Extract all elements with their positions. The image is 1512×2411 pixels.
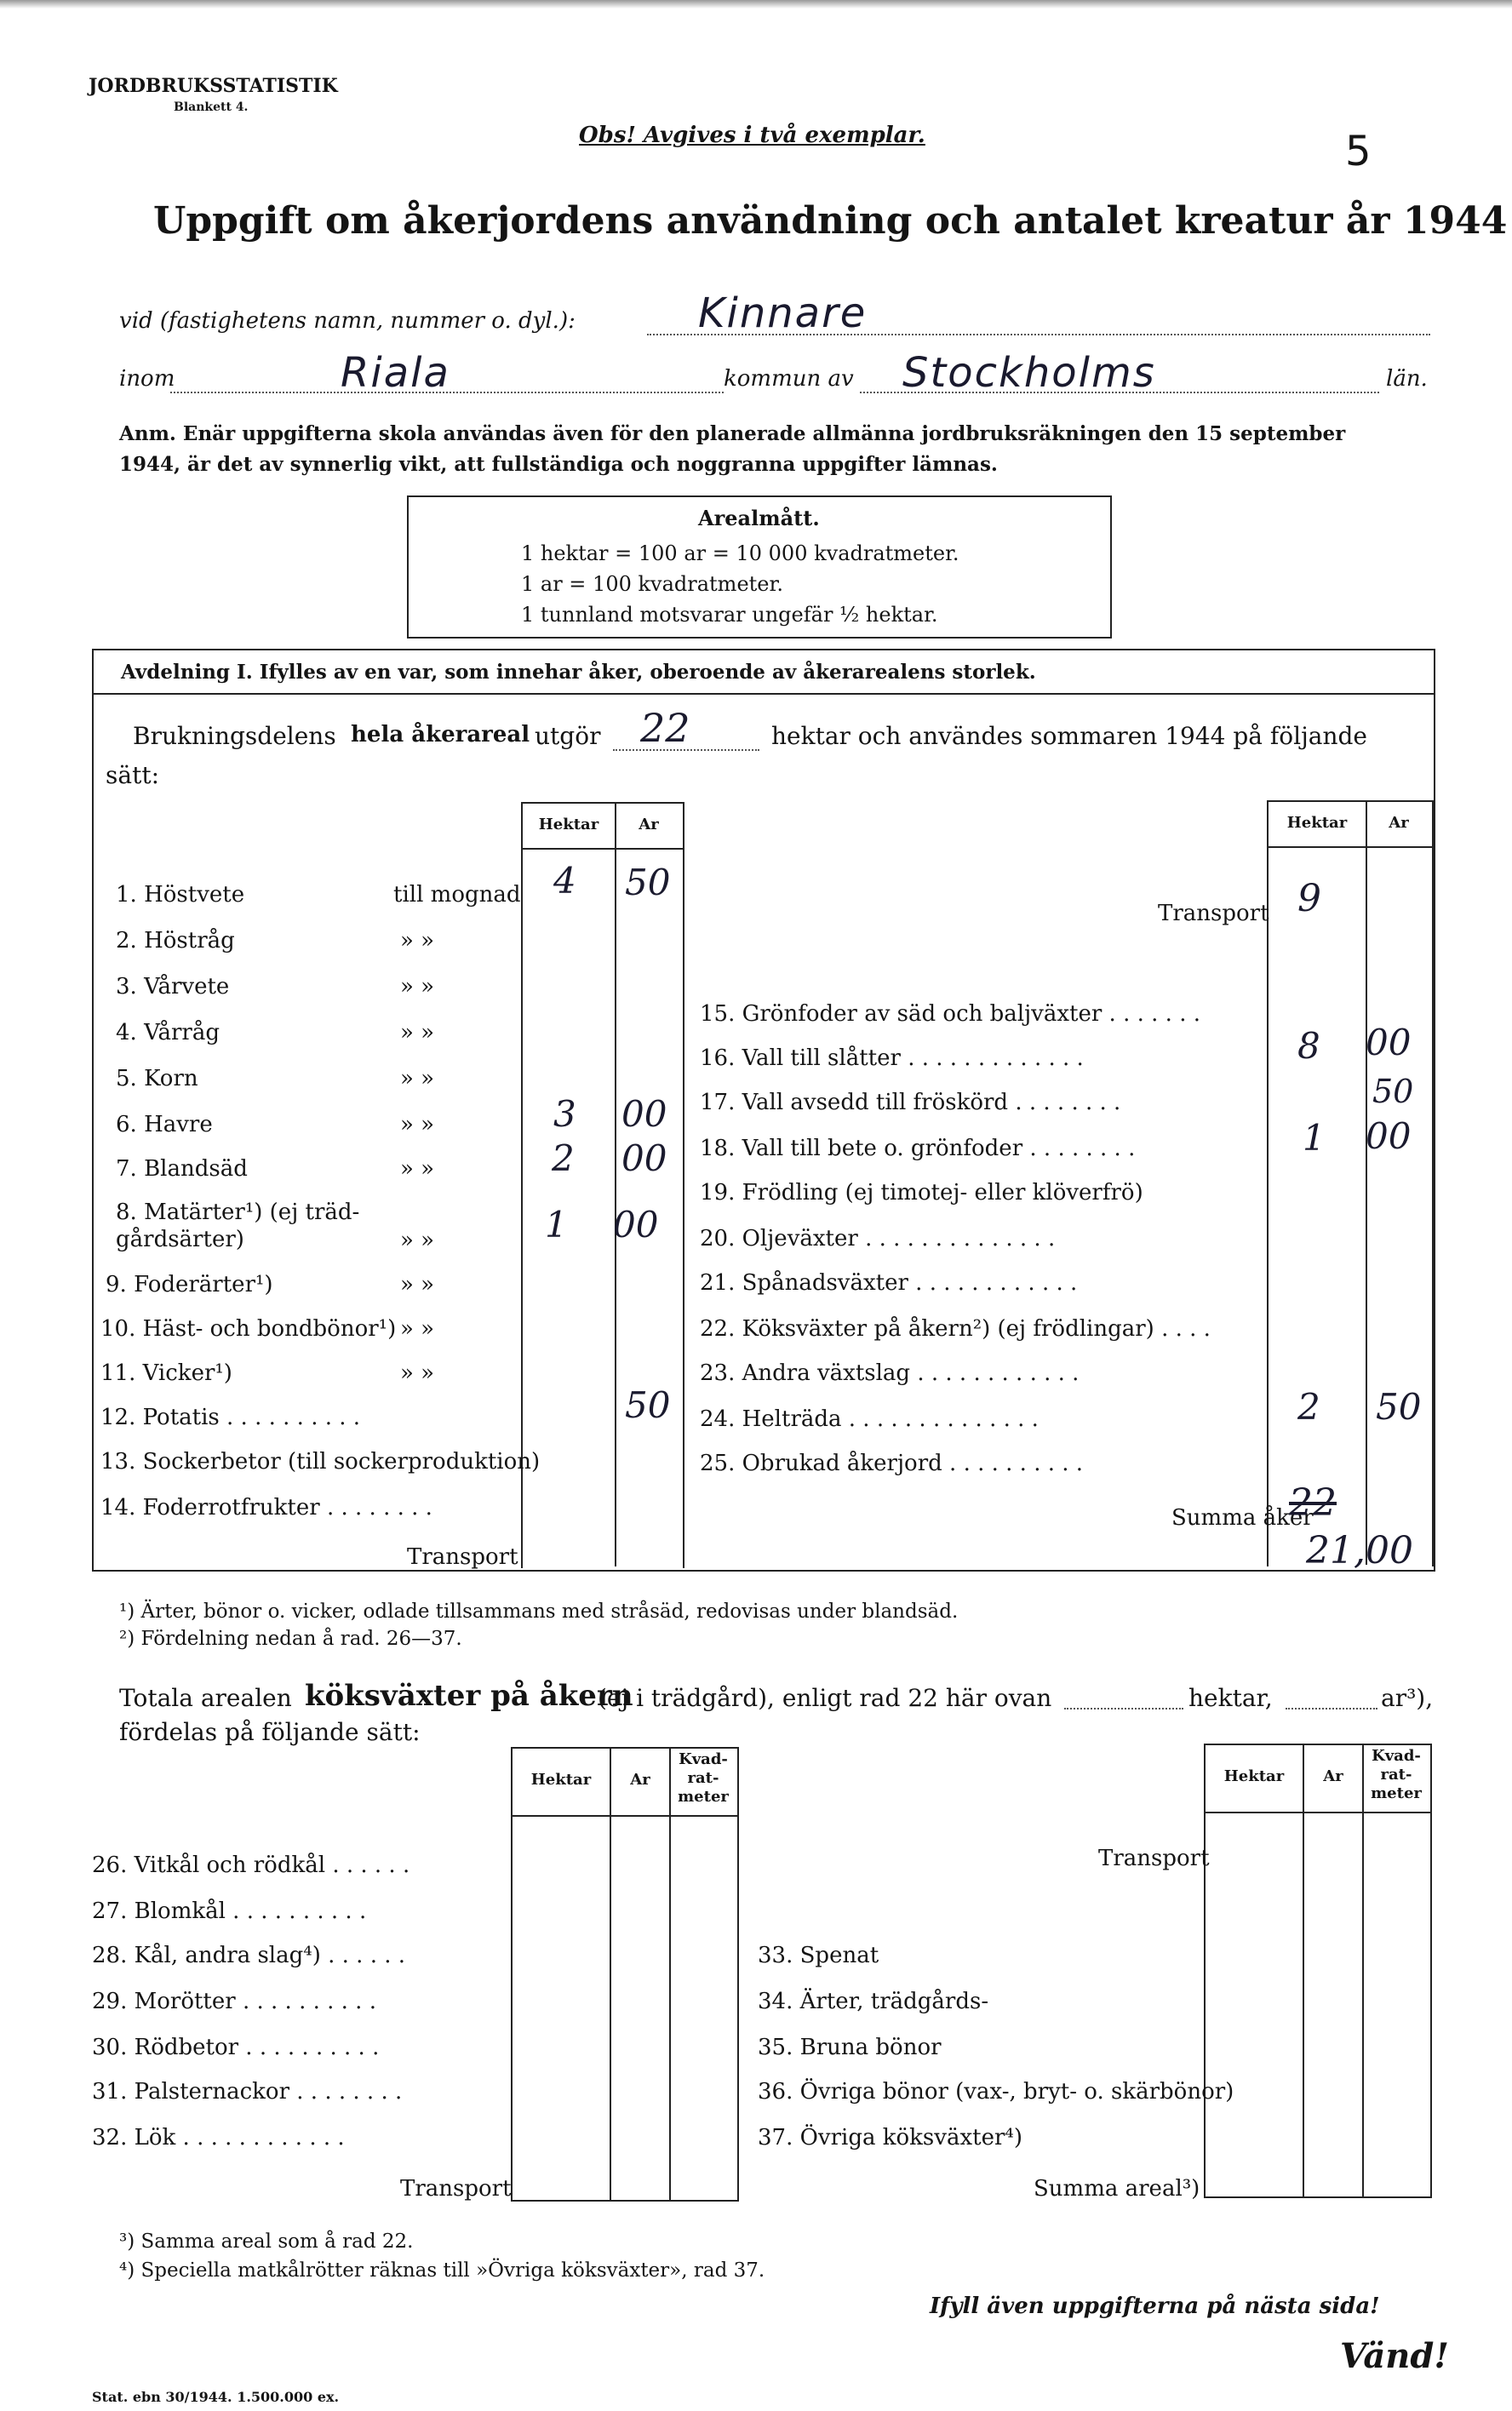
- row-34-label: 34. Ärter, trädgårds-: [758, 1989, 989, 2014]
- row-20-label: 20. Oljeväxter . . . . . . . . . . . . . .: [700, 1226, 1056, 1251]
- row-25-label: 25. Obrukad åkerjord . . . . . . . . . .: [700, 1451, 1084, 1476]
- section1-heading-rule: [92, 693, 1434, 695]
- left-table: [521, 802, 684, 1568]
- right-transport-label: Transport: [1158, 901, 1269, 926]
- inom-value[interactable]: Riala: [341, 349, 450, 397]
- stat-print-info: Stat. ebn 30/1944. 1.500.000 ex.: [92, 2389, 340, 2405]
- veg-right-col-ar: Ar: [1323, 1767, 1343, 1785]
- page-title: Uppgift om åkerjordens användning och antalet kreatur år 1944: [153, 199, 1508, 243]
- row-17-ar[interactable]: 50: [1372, 1073, 1414, 1110]
- row-1-label: 1. Höstvete: [116, 882, 245, 908]
- row-29-label: 29. Morötter . . . . . . . . . .: [92, 1989, 376, 2014]
- veg-left-col-hektar: Hektar: [530, 1771, 592, 1789]
- summa-aker-corrected[interactable]: 21,00: [1306, 1529, 1413, 1572]
- veg-left-col-ar: Ar: [630, 1771, 650, 1789]
- blankett-label: Blankett 4.: [174, 100, 249, 114]
- row-1-ar[interactable]: 50: [625, 862, 671, 903]
- row-21-label: 21. Spånadsväxter . . . . . . . . . . . .: [700, 1270, 1078, 1296]
- row-12-label: 12. Potatis . . . . . . . . . .: [100, 1405, 361, 1430]
- footnote-1: ¹) Ärter, bönor o. vicker, odlade tillsammans med stråsäd, redovisas under blandsäd.: [119, 1601, 959, 1623]
- row-22-label: 22. Köksväxter på åkern²) (ej frödlingar) . . . .: [700, 1316, 1211, 1342]
- row-30-label: 30. Rödbetor . . . . . . . . . .: [92, 2035, 380, 2060]
- section2-ar-dots: [1286, 1708, 1377, 1709]
- row-8-label: 8. Matärter¹) (ej träd- gårdsärter): [116, 1200, 360, 1252]
- row-31-label: 31. Palsternackor . . . . . . . .: [92, 2079, 403, 2105]
- footnote-2: ²) Fördelning nedan å rad. 26—37.: [119, 1628, 462, 1650]
- row-18-ar[interactable]: 00: [1366, 1115, 1412, 1157]
- vid-value[interactable]: Kinnare: [698, 289, 868, 337]
- agency-label: JORDBRUKSSTATISTIK: [89, 75, 338, 97]
- row-7-hektar[interactable]: 2: [552, 1137, 575, 1179]
- row-10-label: 10. Häst- och bondbönor¹): [100, 1316, 397, 1342]
- right-table-header-rule: [1267, 846, 1432, 848]
- row-4-label: 4. Vårråg: [116, 1020, 220, 1045]
- left-col-ar: Ar: [639, 816, 659, 833]
- row-6-hektar[interactable]: 3: [553, 1093, 576, 1135]
- note-line-2: 1944, är det av synnerlig vikt, att fullständiga och noggranna uppgifter lämnas.: [119, 453, 998, 476]
- kommun-value[interactable]: Stockholms: [902, 349, 1156, 397]
- section2-intro-c: (ej i trädgård), enligt rad 22 här ovan: [598, 1684, 1052, 1712]
- section1-intro-a: Brukningsdelens: [133, 722, 336, 750]
- row-15-label: 15. Grönfoder av säd och baljväxter . . . . . . .: [700, 1001, 1200, 1027]
- row-1-note: till mognad: [393, 882, 521, 908]
- veg-right-col-kvm: Kvad- rat- meter: [1371, 1747, 1422, 1802]
- section2-intro-b: köksväxter på åkern: [305, 1679, 633, 1713]
- row-2-note: » »: [400, 928, 435, 954]
- row-4-note: » »: [400, 1020, 435, 1045]
- row-19-label: 19. Frödling (ej timotej- eller klöverfrö): [700, 1180, 1143, 1206]
- section1-intro-value[interactable]: 22: [640, 705, 690, 751]
- section1-intro-c: utgör: [535, 722, 601, 750]
- summa-aker-value[interactable]: 22: [1289, 1481, 1337, 1525]
- right-table-divider: [1366, 800, 1367, 1565]
- row-26-label: 26. Vitkål och rödkål . . . . . .: [92, 1853, 410, 1878]
- row-7-ar[interactable]: 00: [621, 1137, 667, 1179]
- row-23-label: 23. Andra växtslag . . . . . . . . . . . .: [700, 1360, 1080, 1386]
- row-10-note: » »: [400, 1316, 435, 1342]
- veg-left-header-rule: [511, 1815, 739, 1817]
- right-table: [1267, 800, 1434, 1566]
- vid-label: vid (fastighetens namn, nummer o. dyl.):: [119, 308, 576, 334]
- row-35-label: 35. Bruna bönor: [758, 2035, 942, 2060]
- row-17-label: 17. Vall avsedd till fröskörd . . . . . . . .: [700, 1090, 1121, 1115]
- row-16-ar[interactable]: 00: [1366, 1022, 1412, 1063]
- row-11-label: 11. Vicker¹): [100, 1360, 232, 1386]
- right-transport-value[interactable]: 9: [1297, 877, 1321, 920]
- row-12-ar[interactable]: 50: [625, 1384, 671, 1426]
- summa-aker-label: Summa åker: [1171, 1505, 1314, 1531]
- footnote-3: ³) Samma areal som å rad 22.: [119, 2231, 414, 2253]
- ifyll-note: Ifyll även uppgifterna på nästa sida!: [930, 2294, 1380, 2319]
- left-table-divider: [615, 802, 616, 1566]
- row-8-hektar[interactable]: 1: [545, 1204, 568, 1246]
- row-27-label: 27. Blomkål . . . . . . . . . .: [92, 1898, 367, 1924]
- kommun-label: kommun av: [724, 366, 854, 392]
- right-col-hektar: Hektar: [1286, 814, 1348, 832]
- veg-right-header-rule: [1204, 1812, 1432, 1813]
- row-18-label: 18. Vall till bete o. grönfoder . . . . . . . .: [700, 1136, 1136, 1161]
- section2-intro-e: ar³),: [1381, 1684, 1434, 1712]
- row-24-label: 24. Helträda . . . . . . . . . . . . . .: [700, 1406, 1039, 1432]
- section1-heading: Avdelning I. Ifylles av en var, som innehar åker, oberoende av åkerarealens storlek.: [121, 661, 1036, 684]
- section1-intro-e: sätt:: [106, 761, 159, 789]
- row-16-label: 16. Vall till slåtter . . . . . . . . . . . . .: [700, 1045, 1084, 1071]
- row-16-hektar[interactable]: 8: [1297, 1025, 1320, 1067]
- row-11-note: » »: [400, 1360, 435, 1386]
- row-7-label: 7. Blandsäd: [116, 1156, 248, 1182]
- lan-label: län.: [1386, 366, 1428, 392]
- left-col-hektar: Hektar: [538, 816, 599, 833]
- row-28-label: 28. Kål, andra slag⁴) . . . . . .: [92, 1943, 406, 1968]
- row-6-label: 6. Havre: [116, 1112, 213, 1137]
- row-14-label: 14. Foderrotfrukter . . . . . . . .: [100, 1495, 432, 1520]
- row-33-label: 33. Spenat: [758, 1943, 879, 1968]
- row-5-note: » »: [400, 1066, 435, 1091]
- section2-intro-a: Totala arealen: [119, 1684, 292, 1712]
- vand-note: Vänd!: [1340, 2336, 1449, 2376]
- left-transport-label: Transport: [407, 1544, 518, 1570]
- veg-right-transport: Transport: [1098, 1846, 1210, 1871]
- right-col-ar: Ar: [1389, 814, 1409, 832]
- row-9-note: » »: [400, 1272, 435, 1297]
- row-8-note: » »: [400, 1228, 435, 1253]
- areal-title: Arealmått.: [698, 506, 820, 530]
- veg-left-transport: Transport: [400, 2176, 512, 2202]
- veg-summa-label: Summa areal³): [1034, 2176, 1200, 2202]
- row-24-ar[interactable]: 50: [1376, 1386, 1422, 1428]
- row-3-label: 3. Vårvete: [116, 974, 230, 999]
- inom-label: inom: [119, 366, 175, 392]
- row-18-hektar[interactable]: 1: [1303, 1117, 1326, 1159]
- row-13-label: 13. Sockerbetor (till sockerproduktion): [100, 1449, 541, 1475]
- row-24-hektar[interactable]: 2: [1297, 1386, 1320, 1428]
- row-6-note: » »: [400, 1112, 435, 1137]
- row-32-label: 32. Lök . . . . . . . . . . . .: [92, 2125, 345, 2150]
- row-8-ar[interactable]: 00: [613, 1204, 659, 1246]
- row-3-note: » »: [400, 974, 435, 999]
- note-line-1: Anm. Enär uppgifterna skola användas även för den planerade allmänna jordbruksräkningen den 15 september: [119, 422, 1346, 445]
- row-7-note: » »: [400, 1156, 435, 1182]
- veg-left-col-kvm: Kvad- rat- meter: [678, 1750, 729, 1806]
- page-number: 5: [1345, 128, 1372, 175]
- areal-line-2: 1 ar = 100 kvadratmeter.: [521, 572, 783, 596]
- left-table-header-rule: [521, 848, 683, 850]
- row-9-label: 9. Foderärter¹): [106, 1272, 273, 1297]
- footnote-4: ⁴) Speciella matkålrötter räknas till »Övriga köksväxter», rad 37.: [119, 2259, 765, 2282]
- row-6-ar[interactable]: 00: [621, 1093, 667, 1135]
- obs-note: Obs! Avgives i två exemplar.: [579, 123, 925, 148]
- section1-intro-b: hela åkerareal: [351, 722, 530, 747]
- veg-right-col-hektar: Hektar: [1223, 1767, 1285, 1785]
- section2-hektar-dots: [1064, 1708, 1183, 1709]
- row-5-label: 5. Korn: [116, 1066, 198, 1091]
- areal-line-3: 1 tunnland motsvarar ungefär ½ hektar.: [521, 603, 938, 627]
- row-1-hektar[interactable]: 4: [553, 860, 576, 902]
- row-2-label: 2. Höstråg: [116, 928, 235, 954]
- row-37-label: 37. Övriga köksväxter⁴): [758, 2125, 1022, 2150]
- section1-intro-d: hektar och användes sommaren 1944 på följande: [771, 722, 1367, 750]
- row-36-label: 36. Övriga bönor (vax-, bryt- o. skärbönor): [758, 2079, 1234, 2105]
- top-edge: [0, 0, 1512, 9]
- areal-line-1: 1 hektar = 100 ar = 10 000 kvadratmeter.: [521, 541, 959, 565]
- section2-intro-f: fördelas på följande sätt:: [119, 1718, 421, 1746]
- section2-intro-d: hektar,: [1188, 1684, 1273, 1712]
